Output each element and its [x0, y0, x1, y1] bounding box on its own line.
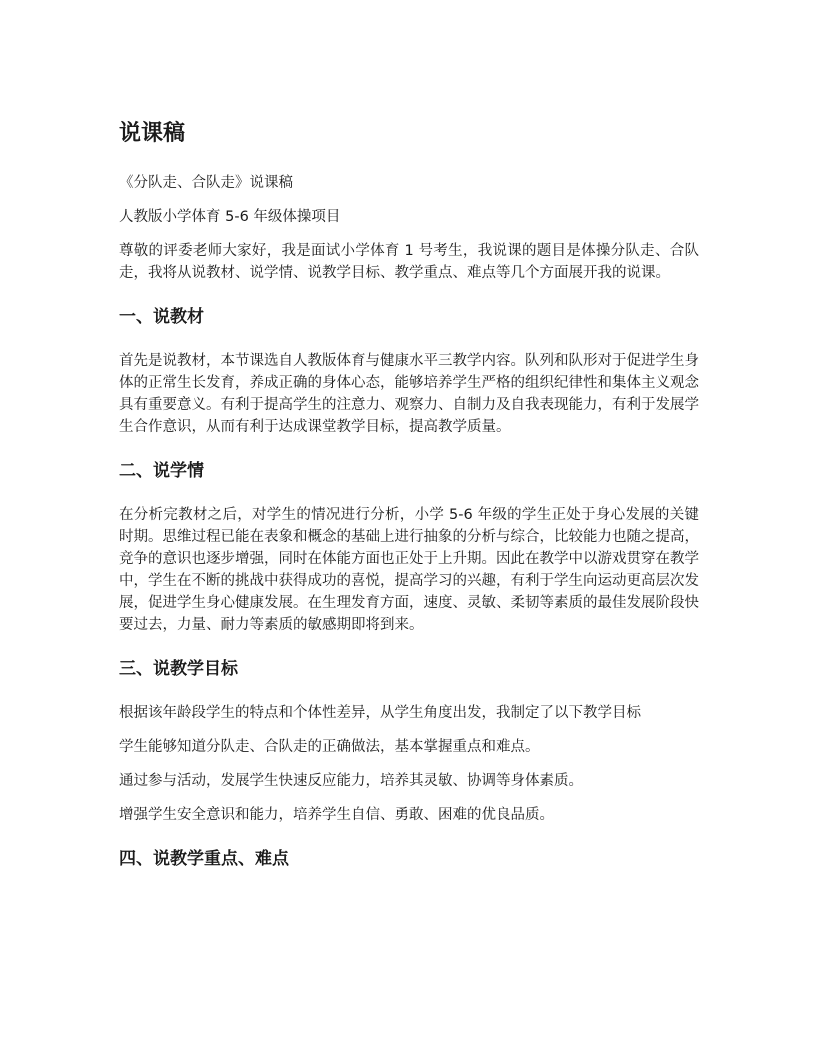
section-paragraph: 在分析完教材之后，对学生的情况进行分析，小学 5-6 年级的学生正处于身心发展的关键时期。思维过程已能在表象和概念的基础上进行抽象的分析与综合，比较能力也随之提高，竞争的意识也逐步增强，同时在体能方面也正处于上升期。因此在教学中以游戏贯穿在教学中，学生在不断的挑战中获得成功的喜悦，提高学习的兴趣，有利于学生向运动更高层次发展，促进学生身心健康发展。在生理发育方面，速度、灵敏、柔韧等素质的最佳发展阶段快要过去，力量、耐力等素质的敏感期即将到来。 [119, 507, 699, 633]
section-heading-key-points: 四、说教学重点、难点 [119, 849, 289, 869]
section-heading-textbook: 一、说教材 [119, 307, 204, 327]
section-paragraph: 首先是说教材，本节课选自人教版体育与健康水平三教学内容。队列和队形对于促进学生身体的正常生长发育，养成正确的身体心态，能够培养学生严格的组织纪律性和集体主义观念具有重要意义。有利于提高学生的注意力、观察力、自制力及自我表现能力，有利于发展学生合作意识，从而有利于达成课堂教学目标，提高教学质量。 [119, 353, 699, 435]
document-title: 说课稿 [119, 121, 186, 146]
objectives-intro: 根据该年龄段学生的特点和个体性差异，从学生角度出发，我制定了以下教学目标 [119, 705, 641, 721]
subtitle-textbook: 人教版小学体育 5-6 年级体操项目 [119, 209, 341, 225]
subtitle-lesson: 《分队走、合队走》说课稿 [119, 175, 293, 191]
objective-item: 通过参与活动，发展学生快速反应能力，培养其灵敏、协调等身体素质。 [119, 773, 583, 789]
document-page [119, 118, 699, 892]
section-heading-objectives: 三、说教学目标 [119, 659, 238, 679]
objective-item: 增强学生安全意识和能力，培养学生自信、勇敢、困难的优良品质。 [119, 807, 554, 823]
objective-item: 学生能够知道分队走、合队走的正确做法，基本掌握重点和难点。 [119, 739, 540, 755]
section-heading-students: 二、说学情 [119, 461, 204, 481]
intro-paragraph: 尊敬的评委老师大家好，我是面试小学体育 1 号考生，我说课的题目是体操分队走、合队走，我将从说教材、说学情、说教学目标、教学重点、难点等几个方面展开我的说课。 [119, 243, 699, 281]
